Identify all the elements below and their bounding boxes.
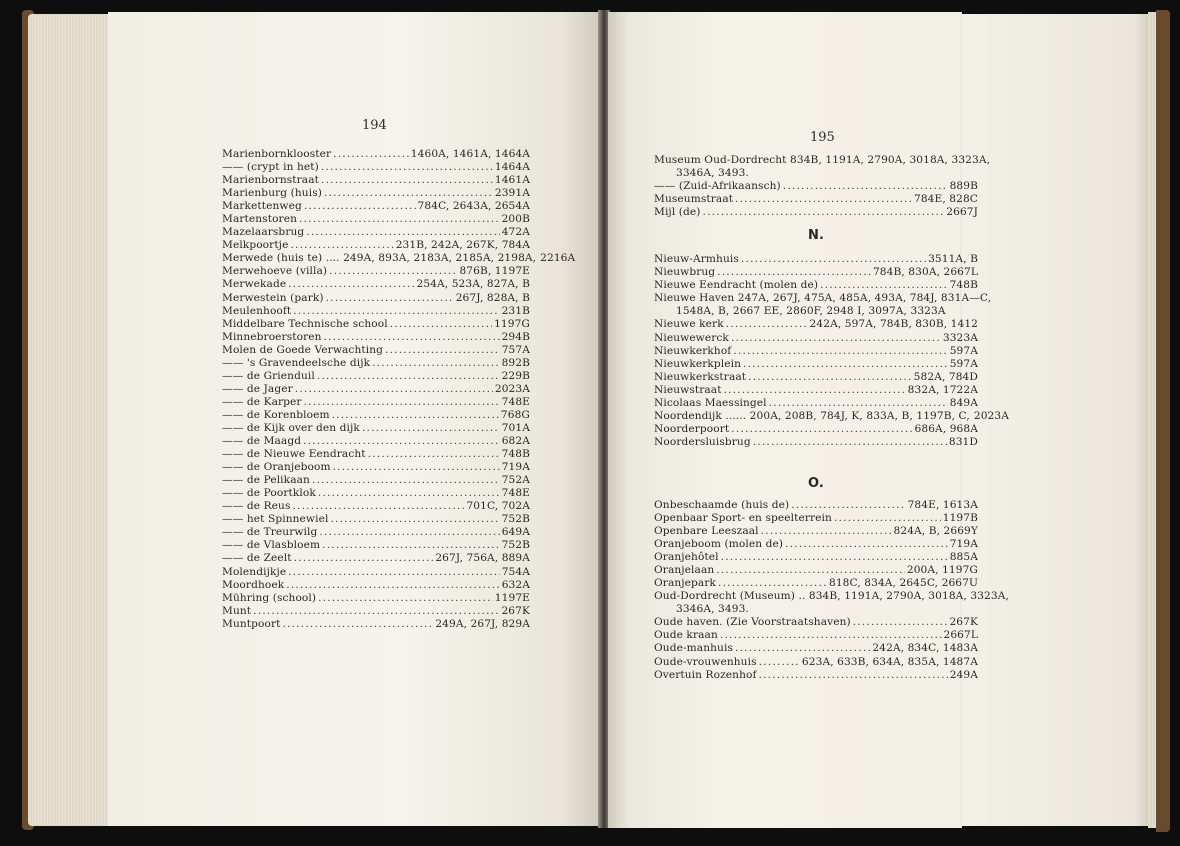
leader-dots <box>372 357 499 370</box>
index-entry <box>222 213 530 226</box>
entry-references: 1461A <box>494 174 530 187</box>
entry-references: 1460A, 1461A, 1464A <box>410 148 530 160</box>
entry-term: —— de Oranjeboom <box>222 461 331 474</box>
index-entry <box>654 279 978 292</box>
index-entry <box>222 448 530 461</box>
entry-references: 831D <box>948 435 978 448</box>
leader-dots <box>293 305 499 318</box>
leader-dots <box>290 239 393 252</box>
index-entry <box>654 616 978 629</box>
index-entry <box>654 577 978 590</box>
leader-dots <box>743 358 948 371</box>
entry-term: —— de Korenbloem <box>222 408 330 421</box>
index-entry <box>654 642 978 655</box>
left-index-list <box>222 148 576 631</box>
entry-references: 818C, 834A, 2645C, 2667U <box>829 577 978 590</box>
leader-dots <box>321 174 493 187</box>
index-entry <box>654 656 978 669</box>
entry-references: 1197G <box>494 317 530 330</box>
entry-term: Molen de Goede Verwachting <box>222 343 384 356</box>
leader-dots <box>735 642 870 655</box>
entry-references: 582A, 784D <box>913 370 978 383</box>
entry-term: Munt <box>222 604 252 617</box>
entry-references: 757A <box>501 343 530 356</box>
entry-term: Oranjeboom (molen de) <box>654 538 784 551</box>
leader-dots <box>731 423 912 436</box>
entry-term: Marienburg (huis) <box>222 187 322 200</box>
leader-dots <box>390 318 492 331</box>
leader-dots <box>703 206 945 219</box>
entry-references: 597A <box>949 344 978 357</box>
entry-references: 752A <box>501 474 530 487</box>
entry-references: 3511A, B <box>928 253 978 266</box>
leader-dots <box>853 616 948 629</box>
entry-references: 2391A <box>494 187 530 200</box>
leader-dots <box>294 552 434 565</box>
leader-dots <box>716 564 905 577</box>
leader-dots <box>783 180 948 193</box>
leader-dots <box>329 265 457 278</box>
index-entry <box>654 332 978 345</box>
entry-references: 2667L <box>943 629 978 642</box>
entry-term: Oranjepark <box>654 577 717 590</box>
n-entries <box>654 253 1009 449</box>
right-index-list <box>654 154 1009 682</box>
entry-references: 267J, 756A, 889A <box>435 552 530 565</box>
leader-dots <box>785 538 948 551</box>
index-entry <box>654 292 992 305</box>
leader-dots <box>288 566 499 579</box>
section-heading-n: N. <box>807 228 825 244</box>
leader-dots <box>317 370 500 383</box>
leader-dots <box>322 539 499 552</box>
entry-term: Nieuwkerkstraat <box>654 370 747 383</box>
entry-references: 889B <box>949 180 978 193</box>
leader-dots <box>726 318 808 331</box>
entry-term: Nieuwstraat <box>654 383 722 396</box>
leader-dots <box>721 551 948 564</box>
entry-term: Oude haven. (Zie Voorstraatshaven) <box>654 616 851 629</box>
index-entry <box>222 331 530 344</box>
entry-term: —— de Zeelt <box>222 552 292 565</box>
entry-references: 748E <box>501 395 530 408</box>
index-entry <box>654 538 978 551</box>
entry-references: 254A, 523A, 827A, B <box>416 278 530 291</box>
index-entry <box>654 564 978 577</box>
leader-dots <box>288 278 414 291</box>
entry-references: 768G <box>500 408 530 421</box>
leader-dots <box>735 193 912 206</box>
index-entry <box>222 278 530 291</box>
entry-references: 1464A <box>494 161 530 174</box>
entry-term: Nieuwbrug <box>654 266 716 279</box>
index-entry <box>222 292 530 305</box>
index-entry <box>654 318 978 331</box>
entry-references: 892B <box>501 356 530 369</box>
index-entry <box>654 253 978 266</box>
entry-term: —— de Grienduil <box>222 369 315 382</box>
entry-references: 294B <box>501 330 530 343</box>
entry-term: Mijl (de) <box>654 206 701 219</box>
entry-term: Middelbare Technische school <box>222 317 388 330</box>
entry-term: —— de Pelikaan <box>222 474 310 487</box>
entry-references: 832A, 1722A <box>907 383 978 396</box>
index-entry <box>222 539 530 552</box>
index-entry <box>222 461 530 474</box>
leader-dots <box>295 383 493 396</box>
entry-references: 885A <box>949 551 978 564</box>
entry-references: 1197B <box>942 511 978 524</box>
index-entry <box>222 422 530 435</box>
leader-dots <box>759 656 800 669</box>
leader-dots <box>362 422 500 435</box>
index-entry <box>222 500 530 513</box>
index-entry <box>222 435 530 448</box>
entry-term: Nieuwe Haven 247A, 267J, 475A, 485A, 493A, 784J, 831A—C, <box>654 292 992 305</box>
leader-dots <box>718 577 827 590</box>
entry-term: Minnebroerstoren <box>222 330 322 343</box>
entry-term: Openbare Leeszaal <box>654 525 759 538</box>
entry-references: 632A <box>501 578 530 591</box>
leader-dots <box>326 292 454 305</box>
entry-references: 2216A <box>540 252 576 265</box>
leader-dots <box>761 525 892 538</box>
entry-references: 242A, 597A, 784B, 830B, 1412 <box>809 318 978 331</box>
index-entry <box>654 423 978 436</box>
entry-term: —— 's Gravendeelsche dijk <box>222 356 371 369</box>
index-entry <box>222 174 530 187</box>
entry-references: 597A <box>949 357 978 370</box>
entry-references: 242A, 834C, 1483A <box>872 642 978 655</box>
entry-term: Mühring (school) <box>222 591 317 604</box>
entry-references: 752B <box>501 539 530 552</box>
index-entry <box>654 512 978 525</box>
entry-term: Museum Oud-Dordrecht 834B, 1191A, 2790A, 3018A, 3323A, <box>654 154 991 166</box>
entry-references: 472A <box>501 226 530 239</box>
entry-term: Oranjehôtel <box>654 551 719 564</box>
index-entry <box>222 226 530 239</box>
entry-references: 754A <box>501 565 530 578</box>
index-entry <box>222 318 530 331</box>
leader-dots <box>748 371 912 384</box>
entry-term: Martenstoren <box>222 213 298 226</box>
entry-term: Nieuwe Eendracht (molen de) <box>654 279 819 292</box>
entry-term: —— de Treurwilg <box>222 526 318 539</box>
leader-dots <box>324 331 500 344</box>
entry-references: 623A, 633B, 634A, 835A, 1487A <box>801 655 978 668</box>
entry-term: Marienbornstraat <box>222 174 320 187</box>
leader-dots <box>321 161 493 174</box>
index-entry <box>654 193 978 206</box>
entry-term: Merwestein (park) <box>222 291 324 304</box>
entry-term: —— de Jager <box>222 382 293 395</box>
leader-dots <box>306 226 499 239</box>
entry-term: Merwehoeve (villa) <box>222 265 328 278</box>
entry-term: Merwede (huis te) .... 249A, 893A, 2183A, 2185A, 2198A, <box>222 252 537 265</box>
entry-term: Oranjelaan <box>654 564 715 577</box>
entry-term: Oude-manhuis <box>654 642 733 655</box>
entry-term: Merwekade <box>222 278 287 291</box>
entry-references: 267K <box>949 616 978 629</box>
section-heading-o: O. <box>808 475 824 491</box>
entry-term: Openbaar Sport- en speelterrein <box>654 511 832 524</box>
index-entry <box>222 526 530 539</box>
entry-term: —— de Poortklok <box>222 487 316 500</box>
index-entry <box>654 154 991 167</box>
entry-continuation: 3346A, 3493. <box>676 603 749 616</box>
entry-references: 784C, 2643A, 2654A <box>417 200 530 213</box>
leader-dots <box>733 345 947 358</box>
entry-references: 824A, B, 2669Y <box>893 525 978 538</box>
index-entry <box>222 161 530 174</box>
index-entry <box>654 669 978 682</box>
index-entry <box>222 305 530 318</box>
index-entry <box>654 358 978 371</box>
entry-term: —— het Spinnewiel <box>222 513 329 526</box>
entry-references: 2667J <box>946 206 978 219</box>
entry-references: 752B <box>501 513 530 526</box>
entry-term: Mazelaarsbrug <box>222 226 305 239</box>
index-entry <box>222 344 530 357</box>
entry-term: Moordhoek <box>222 578 285 591</box>
index-entry <box>654 397 978 410</box>
index-entry <box>222 487 530 500</box>
leader-dots <box>720 629 942 642</box>
entry-references: 748B <box>949 279 978 292</box>
leader-dots <box>724 384 906 397</box>
entry-references: 2023A <box>973 409 1009 422</box>
leader-dots <box>834 512 941 525</box>
entry-references: 2023A <box>494 382 530 395</box>
entry-term: Nieuwkerkhof <box>654 344 732 357</box>
entry-references: 231B <box>501 304 530 317</box>
entry-references: 249A <box>949 668 978 681</box>
leader-dots <box>253 605 499 618</box>
entry-continuation: 1548A, B, 2667 EE, 2860F, 2948 I, 3097A, 3323A <box>676 305 946 318</box>
index-entry <box>654 180 978 193</box>
index-entry <box>222 148 530 161</box>
leader-dots <box>791 499 905 512</box>
entry-references: 784E, 1613A <box>907 498 978 511</box>
entry-term: Nieuw-Armhuis <box>654 253 739 266</box>
index-entry <box>654 590 1009 603</box>
index-entry <box>222 592 530 605</box>
entry-references: 686A, 968A <box>914 422 978 435</box>
entry-references: 784B, 830A, 2667L <box>872 266 978 279</box>
leader-dots <box>283 618 434 631</box>
entry-term: Meulenhooft <box>222 304 292 317</box>
entry-term: —— de Kijk over den dijk <box>222 421 360 434</box>
entry-references: 876B, 1197E <box>459 265 530 278</box>
leader-dots <box>324 187 493 200</box>
museum-entries <box>654 154 991 219</box>
right-page-number: 195 <box>810 130 835 145</box>
leader-dots <box>303 435 500 448</box>
book-cover-right <box>1156 10 1170 832</box>
leader-dots <box>332 409 499 422</box>
entry-references: 231B, 242A, 267K, 784A <box>395 239 530 252</box>
leader-dots <box>753 436 947 449</box>
entry-references: 701A <box>501 421 530 434</box>
index-entry <box>222 513 530 526</box>
index-entry <box>222 566 530 579</box>
leader-dots <box>333 461 500 474</box>
entry-term: —— de Nieuwe Eendracht <box>222 448 366 461</box>
index-entry <box>654 409 1009 423</box>
entry-references: 701C, 702A <box>466 500 530 513</box>
entry-references: 784E, 828C <box>913 193 978 206</box>
entry-term: Nicolaas Maessingel <box>654 396 767 409</box>
index-entry <box>222 357 530 370</box>
index-entry <box>222 552 530 565</box>
index-entry <box>654 266 978 279</box>
entry-term: Nieuwkerkplein <box>654 357 742 370</box>
leader-dots <box>286 579 499 592</box>
entry-term: Oud-Dordrecht (Museum) .. 834B, 1191A, 2790A, 3018A, 3323A, <box>654 590 1009 603</box>
index-entry <box>654 551 978 564</box>
leader-dots <box>318 592 493 605</box>
leader-dots <box>741 253 926 266</box>
entry-references: 267K <box>501 604 530 617</box>
leader-dots <box>759 669 948 682</box>
left-page-number: 194 <box>362 118 387 133</box>
index-entry <box>222 605 530 618</box>
index-entry <box>654 525 978 538</box>
entry-term: —— (Zuid-Afrikaansch) <box>654 180 781 193</box>
leader-dots <box>318 487 500 500</box>
index-entry <box>654 371 978 384</box>
o-entries <box>654 498 1009 682</box>
entry-references: 719A <box>949 538 978 551</box>
entry-continuation: 3346A, 3493. <box>676 167 749 180</box>
leader-dots <box>368 448 500 461</box>
entry-references: 748B <box>501 448 530 461</box>
entry-references: 3323A <box>942 331 978 344</box>
leader-dots <box>717 266 871 279</box>
entry-term: Overtuin Rozenhof <box>654 668 757 681</box>
index-entry <box>222 252 576 265</box>
entry-term: Marienbornklooster <box>222 148 332 160</box>
entry-references: 267J, 828A, B <box>455 291 530 304</box>
entry-term: —— de Reus <box>222 500 291 513</box>
entry-references: 200A, 1197G <box>906 564 978 577</box>
entry-term: Museumstraat <box>654 193 734 206</box>
leader-dots <box>319 526 499 539</box>
entry-term: —— de Maagd <box>222 435 302 448</box>
index-entry <box>222 187 530 200</box>
leader-dots <box>299 213 500 226</box>
index-entry <box>222 474 530 487</box>
leader-dots <box>312 474 500 487</box>
entry-term: Muntpoort <box>222 617 281 630</box>
index-entry <box>222 383 530 396</box>
entry-term: Nieuwewerck <box>654 331 729 344</box>
entry-references: 719A <box>501 461 530 474</box>
entry-references: 249A, 267J, 829A <box>435 617 530 630</box>
entry-references: 1197E <box>494 591 530 604</box>
index-entry <box>222 396 530 409</box>
entry-term: Onbeschaamde (huis de) <box>654 498 790 511</box>
index-entry <box>654 345 978 358</box>
leader-dots <box>304 396 500 409</box>
entry-term: Noorderpoort <box>654 422 730 435</box>
index-entry <box>654 436 978 449</box>
index-entry <box>222 265 530 278</box>
entry-term: Noordendijk ...... 200A, 208B, 784J, K, 833A, B, 1197B, C, <box>654 409 970 422</box>
leader-dots <box>385 344 500 357</box>
entry-term: —— (crypt in het) <box>222 161 319 174</box>
index-entry <box>222 409 530 422</box>
leader-dots <box>820 279 947 292</box>
index-entry <box>654 384 978 397</box>
leader-dots <box>731 332 941 345</box>
leader-dots <box>304 200 416 213</box>
index-entry <box>222 618 530 631</box>
page-edges-left <box>28 14 110 826</box>
index-entry <box>222 200 530 213</box>
leader-dots <box>333 148 409 161</box>
index-entry <box>222 579 530 592</box>
entry-references: 682A <box>501 435 530 448</box>
entry-term: —— de Vlasbloem <box>222 539 321 552</box>
entry-term: —— de Karper <box>222 395 302 408</box>
entry-term: Oude-vrouwenhuis <box>654 655 757 668</box>
entry-term: Markettenweg <box>222 200 302 213</box>
leader-dots <box>769 397 948 410</box>
entry-references: 748E <box>501 487 530 500</box>
entry-term: Nieuwe kerk <box>654 318 724 331</box>
entry-references: 649A <box>501 526 530 539</box>
leader-dots <box>330 513 499 526</box>
entry-term: Oude kraan <box>654 629 718 642</box>
entry-term: Noordersluisbrug <box>654 435 751 448</box>
index-entry <box>654 629 978 642</box>
entry-term: Melkpoortje <box>222 239 289 252</box>
entry-references: 849A <box>949 396 978 409</box>
leader-dots <box>292 500 464 513</box>
entry-term: Molendijkje <box>222 565 287 578</box>
entry-references: 229B <box>501 369 530 382</box>
index-entry <box>654 499 978 512</box>
entry-references: 200B <box>501 213 530 226</box>
index-entry <box>222 370 530 383</box>
index-entry <box>654 206 978 219</box>
index-entry <box>222 239 530 252</box>
